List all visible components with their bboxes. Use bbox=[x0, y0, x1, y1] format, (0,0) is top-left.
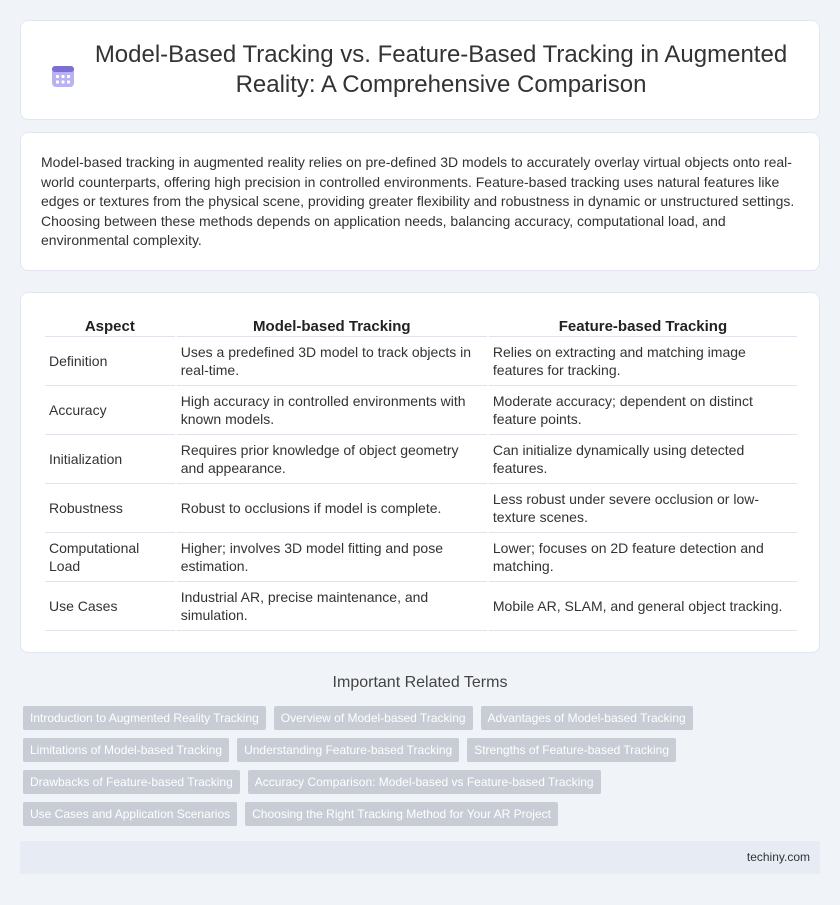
table-row bbox=[45, 582, 797, 631]
page-title: Model-Based Tracking vs. Feature-Based Tracking in Augmented Reality: A Comprehensive Comparison bbox=[94, 41, 788, 98]
cell-aspect: Initialization bbox=[45, 435, 175, 484]
cell-model-based: High accuracy in controlled environments with known models. bbox=[177, 386, 487, 435]
comparison-table bbox=[43, 315, 799, 631]
table-row bbox=[45, 435, 797, 484]
related-terms-section bbox=[20, 674, 820, 826]
header-feature-based: Feature-based Tracking bbox=[489, 315, 797, 337]
related-term-link[interactable]: Strengths of Feature-based Tracking bbox=[467, 738, 676, 762]
related-term-link[interactable]: Use Cases and Application Scenarios bbox=[23, 802, 237, 826]
cell-aspect: Robustness bbox=[45, 484, 175, 533]
related-term-link[interactable]: Overview of Model-based Tracking bbox=[274, 706, 473, 730]
comparison-table-card bbox=[20, 292, 820, 653]
header-card bbox=[20, 20, 820, 120]
footer bbox=[20, 841, 820, 874]
calendar-icon bbox=[49, 62, 77, 90]
cell-model-based: Requires prior knowledge of object geometry and appearance. bbox=[177, 435, 487, 484]
cell-feature-based: Lower; focuses on 2D feature detection and matching. bbox=[489, 533, 797, 582]
title-wrap bbox=[49, 40, 791, 100]
cell-feature-based: Mobile AR, SLAM, and general object tracking. bbox=[489, 582, 797, 631]
cell-aspect: Accuracy bbox=[45, 386, 175, 435]
cell-feature-based: Relies on extracting and matching image features for tracking. bbox=[489, 337, 797, 386]
header-model-based: Model-based Tracking bbox=[177, 315, 487, 337]
cell-model-based: Robust to occlusions if model is complete. bbox=[177, 484, 487, 533]
intro-text: Model-based tracking in augmented reality relies on pre-defined 3D models to accurately overlay virtual objects onto real-world counterparts, offering high precision in controlled environments. Feature-based tracking uses natural features like edges or textures from the physical scene, providing greater flexibility and robustness in dynamic or unstructured settings. Choosing between these methods depends on application needs, balancing accuracy, computational load, and environmental complexity. bbox=[41, 154, 795, 248]
related-term-link[interactable]: Understanding Feature-based Tracking bbox=[237, 738, 459, 762]
cell-aspect: Computational Load bbox=[45, 533, 175, 582]
related-term-link[interactable]: Choosing the Right Tracking Method for Your AR Project bbox=[245, 802, 558, 826]
related-terms-heading: Important Related Terms bbox=[332, 674, 508, 691]
cell-feature-based: Can initialize dynamically using detected features. bbox=[489, 435, 797, 484]
table-row bbox=[45, 386, 797, 435]
cell-model-based: Uses a predefined 3D model to track objects in real-time. bbox=[177, 337, 487, 386]
table-row bbox=[45, 533, 797, 582]
related-term-link[interactable]: Accuracy Comparison: Model-based vs Feature-based Tracking bbox=[248, 770, 601, 794]
related-term-link[interactable]: Introduction to Augmented Reality Tracking bbox=[23, 706, 266, 730]
cell-model-based: Industrial AR, precise maintenance, and simulation. bbox=[177, 582, 487, 631]
related-term-link[interactable]: Advantages of Model-based Tracking bbox=[481, 706, 693, 730]
cell-feature-based: Moderate accuracy; dependent on distinct feature points. bbox=[489, 386, 797, 435]
cell-aspect: Definition bbox=[45, 337, 175, 386]
header-aspect: Aspect bbox=[45, 315, 175, 337]
related-term-link[interactable]: Limitations of Model-based Tracking bbox=[23, 738, 229, 762]
table-row bbox=[45, 337, 797, 386]
footer-site-link[interactable]: techiny.com bbox=[746, 850, 810, 864]
intro-card bbox=[20, 132, 820, 271]
related-term-link[interactable]: Drawbacks of Feature-based Tracking bbox=[23, 770, 240, 794]
table-header-row bbox=[45, 315, 797, 337]
related-terms-list bbox=[20, 706, 820, 826]
cell-model-based: Higher; involves 3D model fitting and pose estimation. bbox=[177, 533, 487, 582]
table-row bbox=[45, 484, 797, 533]
cell-feature-based: Less robust under severe occlusion or low-texture scenes. bbox=[489, 484, 797, 533]
cell-aspect: Use Cases bbox=[45, 582, 175, 631]
